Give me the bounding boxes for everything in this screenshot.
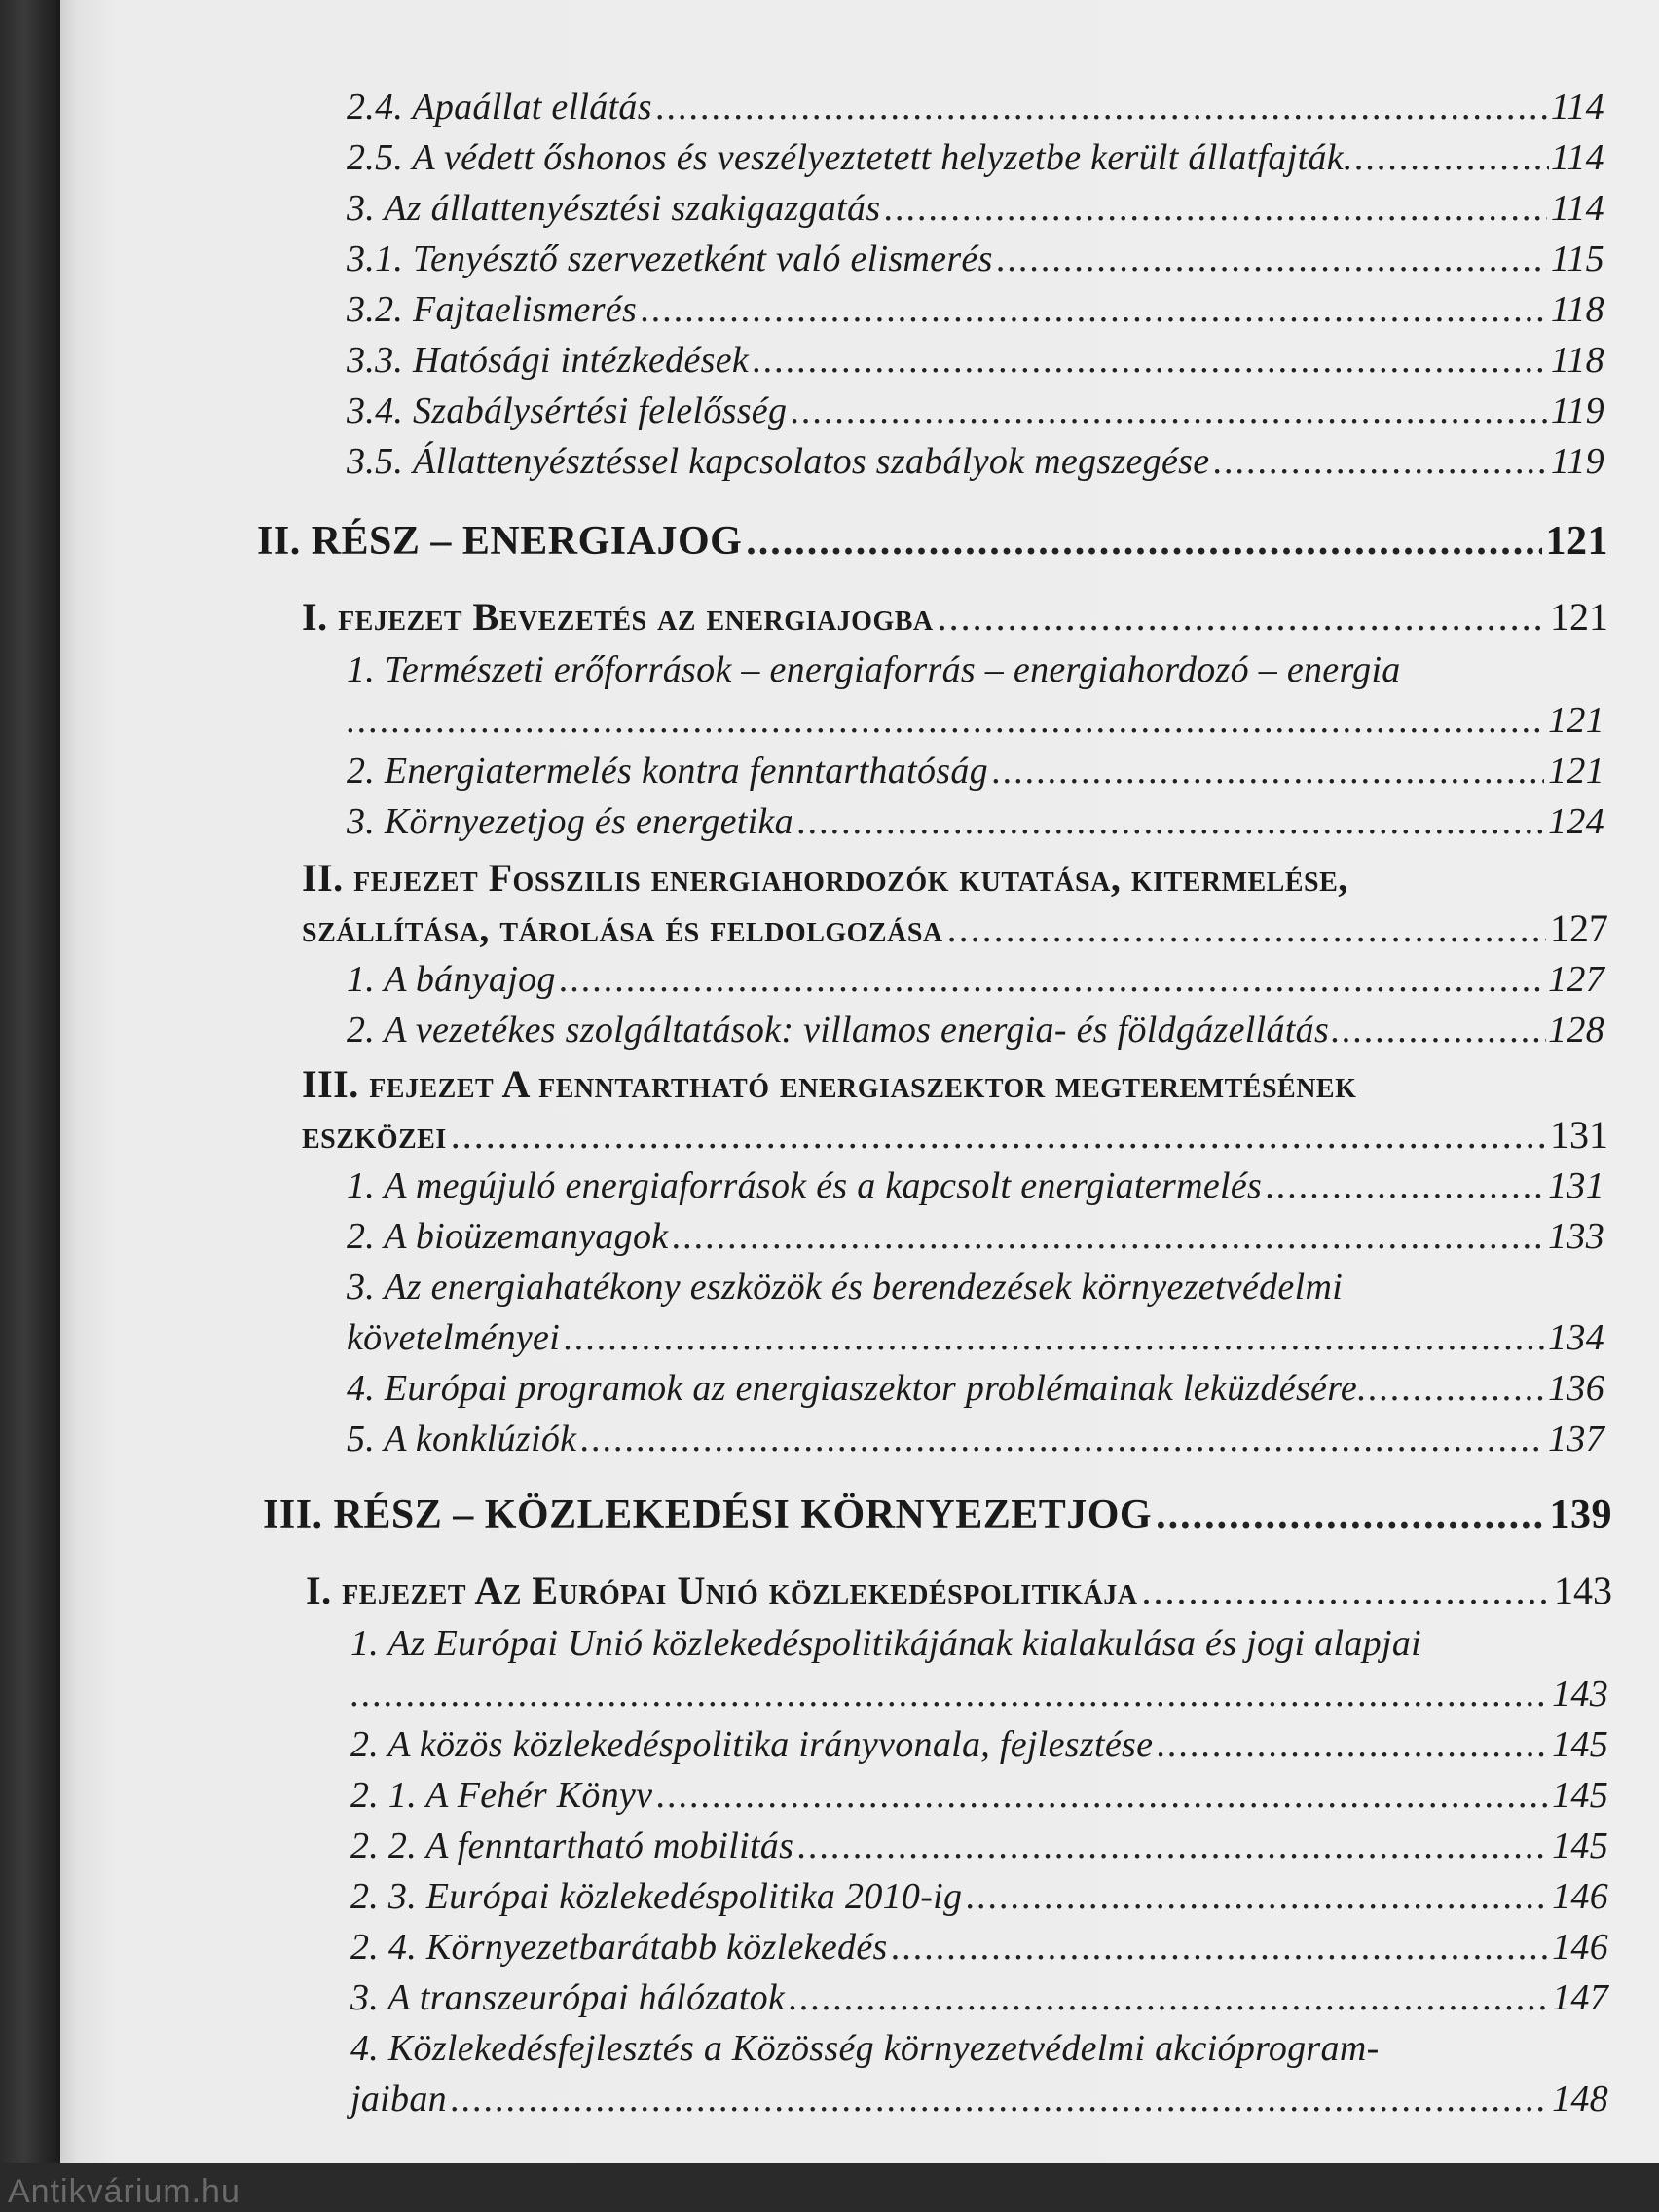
dot-leader <box>797 1821 1548 1871</box>
toc-entry-title: 3. Környezetjog és energetika <box>347 801 793 842</box>
toc-entry <box>347 234 1604 284</box>
dot-leader <box>797 796 1544 847</box>
chapter-page: 131 <box>1550 1113 1608 1157</box>
toc-entry-title: jaiban <box>350 2079 447 2120</box>
toc-entry <box>347 183 1604 234</box>
toc-entry-page: 118 <box>1550 340 1604 381</box>
part-page: 121 <box>1545 519 1608 564</box>
scan-bottom-edge <box>0 2163 1659 2212</box>
toc-entry-page: 121 <box>1548 700 1604 741</box>
toc-entry-page: 147 <box>1552 1977 1608 2018</box>
toc-entry <box>347 746 1604 796</box>
toc-entry-page: 114 <box>1550 188 1604 229</box>
dot-leader <box>451 1110 1546 1161</box>
dot-leader <box>966 1871 1548 1922</box>
toc-entry-title: követelményei <box>347 1317 561 1358</box>
toc-entry-title: 3. Az energiahatékony eszközök és berendezések környezetvédelmi <box>347 1267 1344 1308</box>
dot-leader <box>1213 436 1547 487</box>
toc-entry <box>347 335 1604 386</box>
dot-leader <box>560 954 1544 1005</box>
toc-entry-page: 119 <box>1550 390 1604 431</box>
toc-entry-page: 115 <box>1550 239 1604 279</box>
toc-entry <box>347 386 1604 436</box>
toc-entry-page: 146 <box>1552 1876 1608 1917</box>
toc-entry <box>347 436 1604 487</box>
toc-entry-title: 2. 4. Környezetbarátabb közlekedés <box>350 1927 888 1968</box>
dot-leader <box>1355 132 1549 183</box>
toc-entry-title: 2. 2. A fenntartható mobilitás <box>350 1825 794 1866</box>
dot-leader <box>1266 1161 1544 1211</box>
toc-entry-page: 131 <box>1548 1165 1604 1206</box>
toc-entry <box>347 82 1604 132</box>
toc-entry-page: 145 <box>1552 1724 1608 1765</box>
toc-entry-page: 118 <box>1550 289 1604 330</box>
toc-entry-title: 4. Közlekedésfejlesztés a Közösség környezetvédelmi akcióprogram- <box>350 2028 1380 2069</box>
toc-entry-title: 2.4. Apaállat ellátás <box>347 87 652 128</box>
toc-entry-continuation <box>347 695 1604 746</box>
dot-leader <box>938 592 1546 643</box>
toc-entry-title: 3. A transzeurópai hálózatok <box>350 1977 786 2018</box>
chapter-title: szállítása, tárolása és feldolgozása <box>302 906 943 950</box>
dot-leader <box>1357 1363 1548 1414</box>
toc-entry-page: 133 <box>1548 1216 1604 1257</box>
toc-entry-title: 2. Energiatermelés kontra fenntarthatóság <box>347 751 988 792</box>
toc-entry <box>350 1972 1608 2023</box>
dot-leader <box>992 746 1544 796</box>
chapter-title: III. fejezet A fenntartható energiaszektor megteremtésének <box>302 1062 1357 1106</box>
dot-leader <box>997 234 1547 284</box>
toc-entry <box>347 1414 1604 1464</box>
dot-leader <box>641 284 1547 335</box>
chapter-title: I. fejezet Bevezetés az energiajogba <box>302 595 934 639</box>
dot-leader <box>580 1414 1544 1464</box>
toc-entry-page: 119 <box>1550 441 1604 482</box>
toc-entry <box>347 1211 1604 1262</box>
dot-leader <box>656 1770 1548 1821</box>
toc-entry-page: 145 <box>1552 1775 1608 1816</box>
toc-entry-title: 2. A bioüzemanyagok <box>347 1216 669 1257</box>
toc-entry-page: 128 <box>1548 1010 1604 1051</box>
dot-leader <box>672 1211 1544 1262</box>
dot-leader <box>451 2074 1548 2124</box>
toc-entry-title: 2.5. A védett őshonos és veszélyeztetett helyzetbe került állatfajták. <box>347 137 1353 178</box>
toc-entry-page: 148 <box>1552 2079 1608 2120</box>
toc-entry-continuation <box>350 2074 1608 2124</box>
dot-leader <box>791 386 1547 436</box>
toc-entry-title: 2. A vezetékes szolgáltatások: villamos energia- és földgázellátás <box>347 1010 1330 1051</box>
toc-entry-page: 121 <box>1548 751 1604 792</box>
toc-entry-title: 2. A közös közlekedéspolitika irányvonala, fejlesztése <box>350 1724 1154 1765</box>
toc-entry-page: 146 <box>1552 1927 1608 1968</box>
dot-leader <box>746 514 1541 569</box>
toc-entry-page: 145 <box>1552 1825 1608 1866</box>
toc-entry <box>347 1161 1604 1211</box>
toc-entry <box>347 954 1604 1005</box>
dot-leader <box>753 335 1547 386</box>
dot-leader <box>347 695 1544 746</box>
part-title: III. RÉSZ – KÖZLEKEDÉSI KÖRNYEZETJOG <box>263 1493 1153 1537</box>
toc-entry <box>347 796 1604 847</box>
watermark: Antikvárium.hu <box>8 2173 240 2210</box>
part-page: 139 <box>1549 1493 1612 1537</box>
toc-entry-title: 3.5. Állattenyésztéssel kapcsolatos szabályok megszegése <box>347 441 1210 482</box>
dot-leader <box>1331 1005 1546 1055</box>
toc-entry-page: 134 <box>1548 1317 1604 1358</box>
toc-entry-continuation <box>347 1312 1604 1363</box>
chapter-heading <box>306 1566 1612 1616</box>
toc-entry-title: 3.1. Tenyésztő szervezetként való elismerés <box>347 239 993 279</box>
toc-entry <box>350 1719 1608 1770</box>
dot-leader <box>789 1972 1548 2023</box>
toc-entry-title: 3.4. Szabálysértési felelősség <box>347 390 788 431</box>
toc-entry-page: 143 <box>1552 1674 1608 1714</box>
chapter-page: 143 <box>1554 1568 1612 1612</box>
toc-entry <box>347 132 1604 183</box>
toc-entry-page: 114 <box>1550 137 1604 178</box>
toc-entry <box>350 1821 1608 1871</box>
toc-entry-title: 1. A bányajog <box>347 959 556 1000</box>
toc-entry <box>347 1363 1604 1414</box>
book-spine <box>0 0 60 2212</box>
toc-entry-title: 3. Az állattenyésztési szakigazgatás <box>347 188 881 229</box>
chapter-page: 127 <box>1550 906 1608 950</box>
toc-entry-title: 1. Természeti erőforrások – energiaforrás – energiahordozó – energia <box>347 649 1401 690</box>
toc-entry-continuation <box>350 1669 1608 1719</box>
toc-entry-title: 1. A megújuló energiaforrások és a kapcsolt energiatermelés <box>347 1165 1263 1206</box>
toc-entry-title: 3.3. Hatósági intézkedések <box>347 340 750 381</box>
toc-entry <box>347 284 1604 335</box>
chapter-title: eszközei <box>302 1113 447 1157</box>
chapter-title: I. fejezet Az Európai Unió közlekedéspolitikája <box>306 1568 1138 1612</box>
part-heading <box>263 1488 1612 1542</box>
toc-entry <box>350 1922 1608 1972</box>
toc-entry-title: 4. Európai programok az energiaszektor problémainak leküzdésére <box>347 1368 1358 1409</box>
dot-leader <box>656 82 1547 132</box>
toc-entry <box>350 1871 1608 1922</box>
dot-leader <box>350 1669 1548 1719</box>
toc-entry-page: 136 <box>1548 1368 1604 1409</box>
toc-entry-title: 2. 1. A Fehér Könyv <box>350 1775 653 1816</box>
toc-entry-title: 3.2. Fajtaelismerés <box>347 289 638 330</box>
chapter-heading <box>302 1110 1608 1161</box>
dot-leader <box>1157 1719 1548 1770</box>
chapter-heading <box>302 592 1608 643</box>
dot-leader <box>892 1922 1549 1972</box>
dot-leader <box>947 903 1546 954</box>
toc-entry <box>350 1770 1608 1821</box>
toc-entry-title: 2. 3. Európai közlekedéspolitika 2010-ig <box>350 1876 963 1917</box>
part-title: II. RÉSZ – ENERGIAJOG <box>257 519 743 564</box>
toc-entry <box>347 1005 1604 1055</box>
part-heading <box>257 514 1608 569</box>
dot-leader <box>884 183 1546 234</box>
toc-entry-page: 127 <box>1548 959 1604 1000</box>
toc-entry-title: 1. Az Európai Unió közlekedéspolitikájának kialakulása és jogi alapjai <box>350 1623 1421 1664</box>
chapter-heading <box>302 903 1608 954</box>
chapter-title: II. fejezet Fosszilis energiahordozók kutatása, kitermelése, <box>302 856 1348 900</box>
chapter-page: 121 <box>1550 595 1608 639</box>
dot-leader <box>1142 1566 1551 1616</box>
dot-leader <box>564 1312 1544 1363</box>
toc-entry-title: 5. A konklúziók <box>347 1419 577 1459</box>
toc-entry-page: 137 <box>1548 1419 1604 1459</box>
dot-leader <box>1156 1488 1545 1542</box>
toc-entry-page: 114 <box>1550 87 1604 128</box>
toc-entry-page: 124 <box>1548 801 1604 842</box>
